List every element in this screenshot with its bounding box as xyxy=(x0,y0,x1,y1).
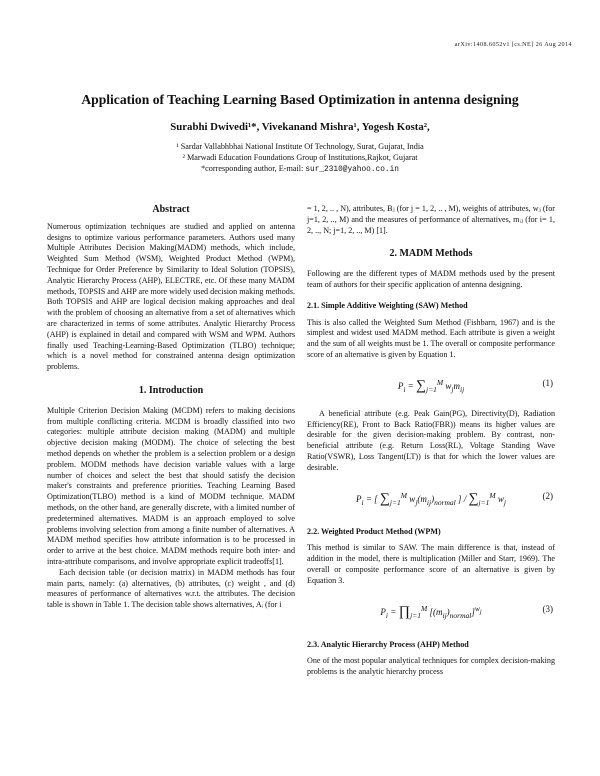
affiliation-2: ² Marwadi Education Foundations Group of Institutions,Rajkot, Gujarat xyxy=(182,152,418,162)
equation-2-formula: $P_i$ = [ $\sum_{j=1}^M$ $w_j(m_{ij})_{normal}$ ] / $\sum_{j=1}^M$ $w_j$ xyxy=(355,490,507,507)
introduction-heading: 1. Introduction xyxy=(138,384,204,396)
ahp-text: One of the most popular analytical techniques for complex decision-making problems is the analytic hierarchy process xyxy=(307,656,555,677)
equation-1 xyxy=(307,366,555,404)
introduction-paragraph-2: Each decision table (or decision matrix) in MADM methods has four main parts, namely: (a) alternatives, (b) attributes, (c) weight , and (d) measures of performance of alternatives w.r.t. the attributes. The decision table is shown in Table 1. The decision table shows alternatives, Aᵢ (for i xyxy=(47,567,295,610)
saw-paragraph-2: A beneficial attribute (e.g. Peak Gain(PG), Directivity(D), Radiation Efficiency(RE), Front to Back Ratio(FBR)) means its higher values are desirable for the given decision-making problem. By contrast, non-beneficial attribute (e.g. Return Loss(RL), Voltage Standing Wave Ratio(VSWR), Loss Tangent(LT)) is that for which the lower values are desirable. xyxy=(307,408,555,472)
equation-2-number: (2) xyxy=(542,490,553,501)
abstract-heading: Abstract xyxy=(152,204,190,215)
author-list: Surabhi Dwivedi¹*, Vivekanand Mishra¹, Yogesh Kosta², xyxy=(170,121,430,133)
saw-heading: 2.1. Simple Additive Weighting (SAW) Method xyxy=(307,300,468,310)
corresponding-author xyxy=(0,164,600,176)
equation-2 xyxy=(307,479,555,517)
abstract-text: Numerous optimization techniques are studied and applied on antenna designs to optimize various performance parameters. Authors used many Multiple Attributes Decision Making(MADM) methods, which include, Weighted Sum Method (WSM), Weighted Product Method (WPM), Technique for Order Preference by Similarity to Ideal Solution (TOPSIS), Analytic Hierarchy Process (AHP), ELECTRE, etc. Of these many MADM methods, TOPSIS and AHP are more widely used decision making methods. Both TOPSIS and AHP are logical decision making approaches and deal with the problem of choosing an alternative from a set of alternatives which are characterized in terms of some attributes. Analytic Hierarchy Process (AHP) is explained in detail and compared with WSM and WPM. Authors finally used Teaching-Learning-Based Optimization (TLBO) technique; which is a novel method for constrained antenna design optimization problems. xyxy=(47,221,295,372)
ahp-heading: 2.3. Analytic Hierarchy Process (AHP) Method xyxy=(307,639,469,649)
introduction-paragraph-1: Multiple Criterion Decision Making (MCDM) refers to making decisions from multiple conflicting criteria. MCDM is broadly classified into two categories: multiple attribute decision making (MADM) and multiple objective decision making (MODM). The choice of selecting the best method depends on whether the problem is a selection problem or a design problem. MODM methods have decision variable values with a large number of choices and select the best that should satisfy the decision maker's constraints and preference priorities. Teaching Learning Based Optimization(TLBO) method is a kind of MODM technique. MADM methods, on the other hand, are generally discrete, with a limited number of predetermined alternatives. MADM is an approach employed to solve problems involving selection from among a finite number of alternatives. A MADM method specifies how attribute information is to be processed in order to arrive at the best choice. MADM methods require both inter- and intra-attribute comparisons, and involve appropriate explicit tradeoffs[1]. xyxy=(47,405,295,566)
madm-heading: 2. MADM Methods xyxy=(389,248,473,260)
equation-3-number: (3) xyxy=(542,603,553,614)
paper-title: Application of Teaching Learning Based Optimization in antenna designing xyxy=(81,92,519,107)
right-column xyxy=(307,204,555,678)
equation-3-formula: $P_i$ = $\prod_{j=1}^M$ $[(m_{ij})_{normal}]^{w_j}$ xyxy=(380,603,482,620)
wpm-heading: 2.2. Weighted Product Method (WPM) xyxy=(307,526,441,536)
left-column xyxy=(47,205,295,611)
saw-text: This is also called the Weighted Sum Method (Fishbarn, 1967) and is the simplest and widest used MADM method. Each attribute is given a weight and the sum of all weights must be 1. The overall or composite performance score of an alternative is given by Equation 1. xyxy=(307,317,555,359)
equation-1-number: (1) xyxy=(542,377,553,388)
affiliations xyxy=(0,142,600,175)
equation-1-formula: $P_i = \sum_{j=1}^M$ $w_jm_{ij}$ xyxy=(397,377,465,394)
equation-3 xyxy=(307,592,555,630)
decision-table-continuation: = 1, 2, .. , N), attributes, Bⱼ (for j = 1, 2, .. , M), weights of attributes, wⱼ (for j=1, 2, .., M) and the measures of performance of alternatives, mᵢⱼ (for i= 1, 2, .., N; j=1, 2, .., M) [1]. xyxy=(307,204,555,235)
wpm-text: This method is similar to SAW. The main difference is that, instead of addition in the model, there is multiplication (Miller and Starr, 1969). The overall or composite performance score of an alternative is given by Equation 3. xyxy=(307,543,555,585)
arxiv-stamp: arXiv:1408.6052v1 [cs.NE] 26 Aug 2014 xyxy=(454,41,572,48)
madm-text: Following are the different types of MADM methods used by the present team of authors for their specific application of antenna designing. xyxy=(307,269,555,289)
affiliation-1: ¹ Sardar Vallabhbhai National Institute Of Technology, Surat, Gujarat, India xyxy=(176,142,424,151)
corresponding-label: *corresponding author, E-mail: xyxy=(201,163,304,173)
corresponding-email[interactable]: sur_2310@yahoo.co.in xyxy=(305,165,399,174)
